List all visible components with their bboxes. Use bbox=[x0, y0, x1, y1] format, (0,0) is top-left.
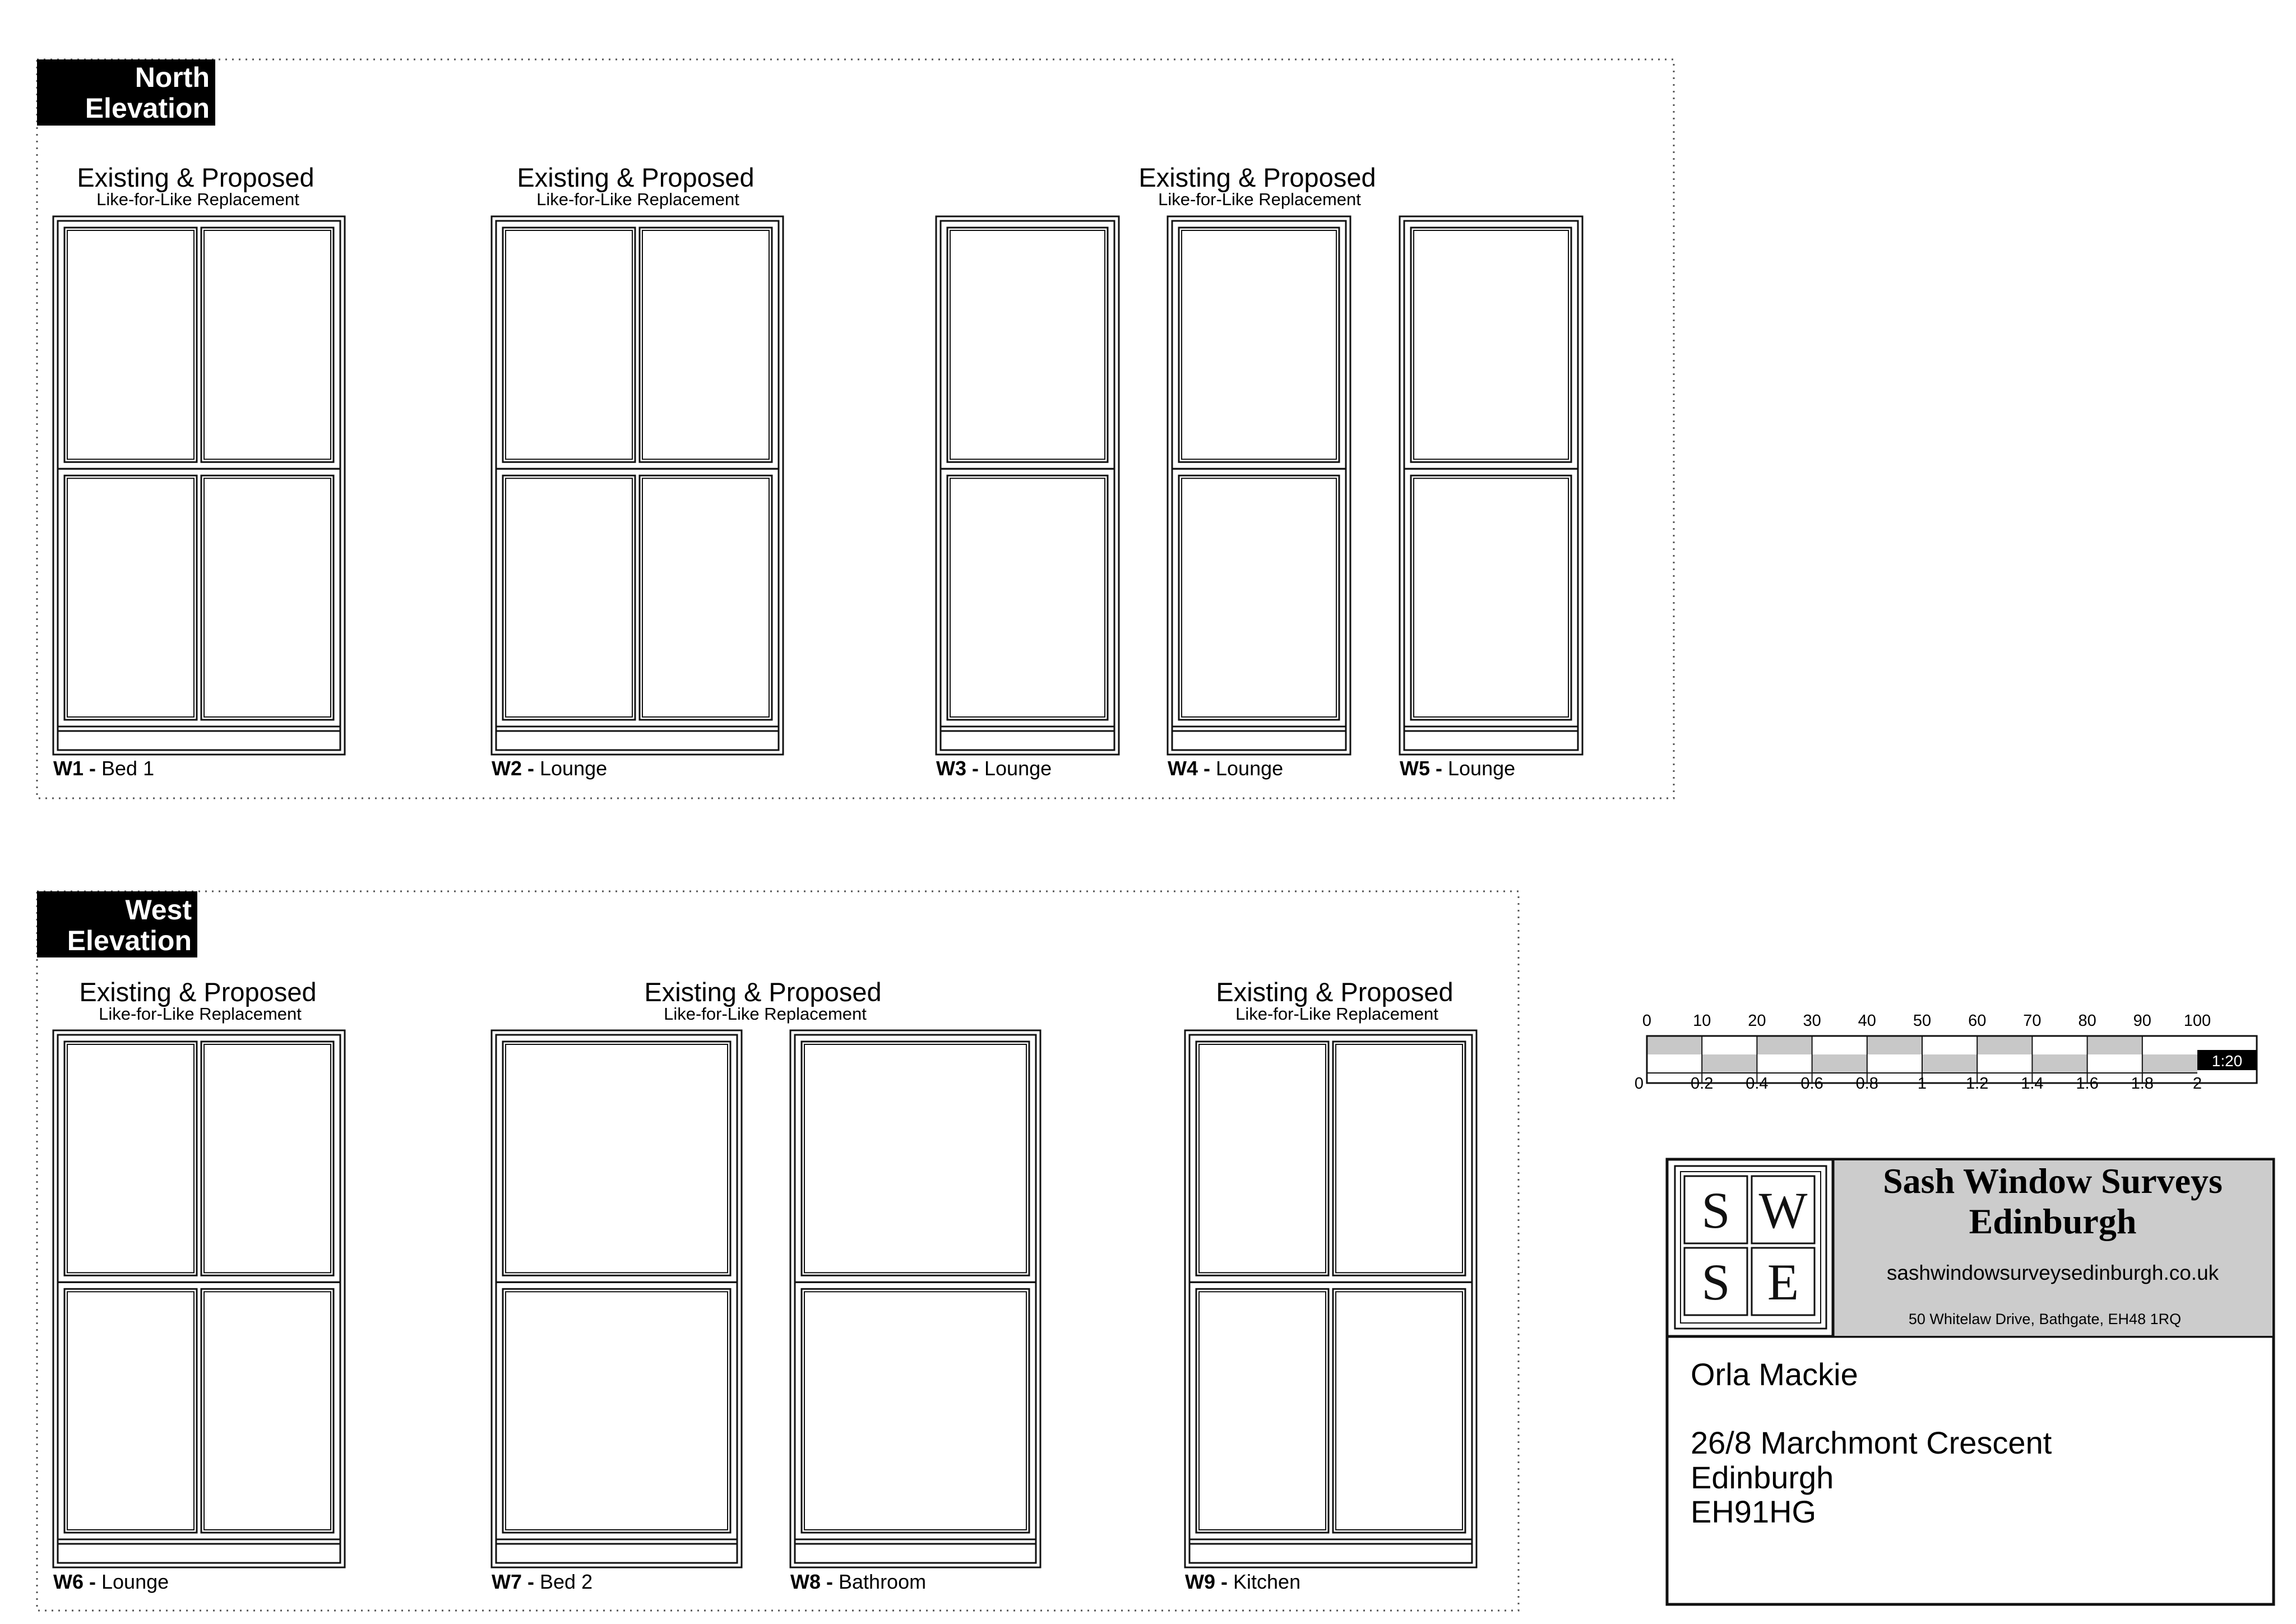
window-id: W5 - bbox=[1400, 757, 1442, 780]
window-inner-frame bbox=[496, 1035, 737, 1563]
window-label bbox=[790, 1570, 926, 1593]
window-label bbox=[492, 757, 607, 780]
north-elevation-title-line2: Elevation bbox=[85, 92, 210, 124]
scale-cell-shaded bbox=[1757, 1036, 1812, 1054]
group-heading: Existing & Proposed bbox=[1216, 977, 1453, 1007]
window-id: W3 - bbox=[936, 757, 979, 780]
glass-pane-bead bbox=[804, 1044, 1026, 1273]
scale-tick-label: 90 bbox=[2133, 1012, 2151, 1030]
lower-sash bbox=[58, 469, 340, 727]
glass-pane-bead bbox=[642, 478, 769, 717]
window-id: W4 - bbox=[1168, 757, 1210, 780]
lower-sash bbox=[1404, 469, 1578, 727]
scale-tick-label: 0 bbox=[1642, 1012, 1652, 1030]
scale-cell-shaded bbox=[1922, 1054, 1977, 1073]
glass-pane bbox=[1179, 228, 1339, 462]
scale-cell-shaded bbox=[2032, 1054, 2087, 1073]
upper-sash bbox=[496, 1035, 737, 1282]
scale-top-ticks bbox=[1642, 1012, 2211, 1030]
lower-sash bbox=[795, 1282, 1036, 1539]
lower-sash bbox=[941, 469, 1114, 727]
window-w1 bbox=[53, 216, 345, 755]
window-inner-frame bbox=[1189, 1035, 1472, 1563]
group-heading: Existing & Proposed bbox=[79, 977, 317, 1007]
glass-pane bbox=[201, 475, 334, 720]
group-subheading: Like-for-Like Replacement bbox=[96, 189, 299, 209]
glass-pane-bead bbox=[67, 1044, 194, 1273]
window-inner-frame bbox=[58, 1035, 340, 1563]
glass-pane-bead bbox=[204, 1292, 331, 1530]
window-label bbox=[53, 757, 154, 780]
site-address-line: 26/8 Marchmont Crescent bbox=[1691, 1425, 2052, 1460]
glass-pane bbox=[64, 228, 197, 462]
glass-pane-bead bbox=[204, 478, 331, 717]
logo-letter: W bbox=[1758, 1182, 1808, 1239]
window-outer-frame bbox=[53, 216, 345, 755]
window-w8 bbox=[790, 1030, 1040, 1567]
group-subheading: Like-for-Like Replacement bbox=[664, 1004, 867, 1024]
lower-sash bbox=[58, 1282, 340, 1539]
glass-pane bbox=[1333, 1042, 1465, 1275]
glass-pane-bead bbox=[506, 1292, 728, 1530]
window-room: Lounge bbox=[540, 757, 608, 780]
group-heading: Existing & Proposed bbox=[644, 977, 882, 1007]
window-room: Bed 1 bbox=[101, 757, 155, 780]
window-room: Bed 2 bbox=[540, 1570, 593, 1593]
group-heading: Existing & Proposed bbox=[77, 163, 314, 192]
window-label bbox=[492, 1570, 592, 1593]
glass-pane-bead bbox=[1182, 478, 1336, 717]
scale-ratio-label: 1:20 bbox=[2211, 1052, 2243, 1070]
glass-pane-bead bbox=[1414, 478, 1568, 717]
north-elevation-title-line1: North bbox=[135, 62, 210, 93]
window-w4 bbox=[1168, 216, 1350, 755]
glass-pane bbox=[503, 475, 635, 720]
scale-bar bbox=[1635, 1012, 2257, 1093]
glass-pane-bead bbox=[804, 1292, 1026, 1530]
window-outer-frame bbox=[1400, 216, 1582, 755]
glass-pane bbox=[503, 1289, 730, 1533]
glass-pane bbox=[1179, 475, 1339, 720]
upper-sash bbox=[58, 1035, 340, 1282]
scale-cell-shaded bbox=[2087, 1036, 2142, 1054]
glass-pane-bead bbox=[950, 230, 1105, 459]
glass-pane-bead bbox=[204, 230, 331, 459]
glass-pane bbox=[802, 1289, 1029, 1533]
scale-cell-shaded bbox=[1702, 1054, 1757, 1073]
glass-pane-bead bbox=[506, 1044, 728, 1273]
company-logo bbox=[1675, 1166, 1826, 1329]
scale-tick-label: 0.2 bbox=[1691, 1075, 1714, 1093]
lower-sash bbox=[1172, 469, 1346, 727]
glass-pane bbox=[503, 1042, 730, 1275]
glass-pane-bead bbox=[642, 230, 769, 459]
scale-tick-label: 0.6 bbox=[1800, 1075, 1823, 1093]
glass-pane bbox=[503, 228, 635, 462]
scale-cell-shaded bbox=[1647, 1036, 1702, 1054]
window-outer-frame bbox=[53, 1030, 345, 1567]
scale-tick-label: 70 bbox=[2023, 1012, 2042, 1030]
group-subheading: Like-for-Like Replacement bbox=[1158, 189, 1361, 209]
logo-letter: S bbox=[1701, 1182, 1730, 1239]
glass-pane bbox=[201, 1042, 334, 1275]
glass-pane bbox=[947, 475, 1108, 720]
logo-letter: S bbox=[1701, 1253, 1730, 1311]
glass-pane-bead bbox=[204, 1044, 331, 1273]
scale-tick-label: 60 bbox=[1968, 1012, 1987, 1030]
glass-pane bbox=[1411, 475, 1571, 720]
group-heading: Existing & Proposed bbox=[517, 163, 754, 192]
scale-tick-label: 1.8 bbox=[2131, 1075, 2154, 1093]
window-room: Lounge bbox=[984, 757, 1052, 780]
window-outer-frame bbox=[492, 216, 783, 755]
window-room: Bathroom bbox=[839, 1570, 927, 1593]
scale-tick-label: 1.2 bbox=[1966, 1075, 1989, 1093]
window-room: Lounge bbox=[101, 1570, 169, 1593]
scale-tick-label: 40 bbox=[1858, 1012, 1876, 1030]
glass-pane bbox=[640, 475, 772, 720]
glass-pane-bead bbox=[1336, 1044, 1462, 1273]
glass-pane-bead bbox=[67, 478, 194, 717]
glass-pane-bead bbox=[67, 230, 194, 459]
west-elevation-panel bbox=[37, 891, 1519, 1611]
company-name-line2: Edinburgh bbox=[1969, 1201, 2137, 1241]
group-heading: Existing & Proposed bbox=[1138, 163, 1376, 192]
upper-sash bbox=[58, 221, 340, 469]
group-subheading: Like-for-Like Replacement bbox=[99, 1004, 302, 1024]
glass-pane-bead bbox=[950, 478, 1105, 717]
site-address-line: EH91HG bbox=[1691, 1494, 1817, 1529]
window-outer-frame bbox=[1185, 1030, 1476, 1567]
group-subheading: Like-for-Like Replacement bbox=[536, 189, 739, 209]
window-room: Lounge bbox=[1448, 757, 1516, 780]
window-outer-frame bbox=[936, 216, 1119, 755]
company-name-line1: Sash Window Surveys bbox=[1883, 1161, 2223, 1201]
window-w3 bbox=[936, 216, 1119, 755]
window-outer-frame bbox=[790, 1030, 1040, 1567]
window-label bbox=[936, 757, 1052, 780]
glass-pane-bead bbox=[1414, 230, 1568, 459]
lower-sash bbox=[496, 469, 779, 727]
window-id: W7 - bbox=[492, 1570, 534, 1593]
glass-pane bbox=[640, 228, 772, 462]
window-w7 bbox=[492, 1030, 742, 1567]
window-id: W6 - bbox=[53, 1570, 96, 1593]
window-outer-frame bbox=[492, 1030, 742, 1567]
window-inner-frame bbox=[795, 1035, 1036, 1563]
title-block bbox=[1667, 1159, 2274, 1604]
scale-tick-label: 0.4 bbox=[1746, 1075, 1769, 1093]
glass-pane bbox=[802, 1042, 1029, 1275]
company-website: sashwindowsurveysedinburgh.co.uk bbox=[1886, 1261, 2219, 1284]
scale-tick-label: 0 bbox=[1634, 1075, 1644, 1093]
glass-pane bbox=[1333, 1289, 1465, 1533]
glass-pane-bead bbox=[1182, 230, 1336, 459]
scale-tick-label: 2 bbox=[2192, 1075, 2202, 1093]
glass-pane bbox=[64, 475, 197, 720]
glass-pane bbox=[1196, 1289, 1328, 1533]
site-address-line: Edinburgh bbox=[1691, 1460, 1834, 1495]
scale-tick-label: 1.6 bbox=[2076, 1075, 2099, 1093]
upper-sash bbox=[941, 221, 1114, 469]
window-id: W2 - bbox=[492, 757, 534, 780]
glass-pane-bead bbox=[67, 1292, 194, 1530]
window-inner-frame bbox=[58, 221, 340, 750]
lower-sash bbox=[1189, 1282, 1472, 1539]
upper-sash bbox=[496, 221, 779, 469]
scale-tick-label: 1.4 bbox=[2021, 1075, 2044, 1093]
window-outer-frame bbox=[1168, 216, 1350, 755]
window-w5 bbox=[1400, 216, 1582, 755]
scale-cell-shaded bbox=[1867, 1036, 1922, 1054]
glass-pane-bead bbox=[506, 230, 632, 459]
glass-pane-bead bbox=[1336, 1292, 1462, 1530]
upper-sash bbox=[1189, 1035, 1472, 1282]
glass-pane-bead bbox=[1199, 1292, 1326, 1530]
window-w2 bbox=[492, 216, 783, 755]
logo-letter: E bbox=[1767, 1253, 1799, 1311]
window-inner-frame bbox=[941, 221, 1114, 750]
scale-tick-label: 0.8 bbox=[1855, 1075, 1878, 1093]
window-id: W9 - bbox=[1185, 1570, 1228, 1593]
window-w6 bbox=[53, 1030, 345, 1567]
scale-cell-shaded bbox=[2142, 1054, 2197, 1073]
glass-pane bbox=[1196, 1042, 1328, 1275]
scale-tick-label: 50 bbox=[1913, 1012, 1932, 1030]
glass-pane bbox=[1411, 228, 1571, 462]
company-address: 50 Whitelaw Drive, Bathgate, EH48 1RQ bbox=[1908, 1311, 2182, 1327]
window-room: Lounge bbox=[1216, 757, 1284, 780]
window-inner-frame bbox=[1404, 221, 1578, 750]
window-id: W1 - bbox=[53, 757, 96, 780]
window-label bbox=[53, 1570, 169, 1593]
scale-tick-label: 10 bbox=[1693, 1012, 1711, 1030]
window-label bbox=[1185, 1570, 1300, 1593]
window-id: W8 - bbox=[790, 1570, 833, 1593]
scale-cell-shaded bbox=[1812, 1054, 1867, 1073]
lower-sash bbox=[496, 1282, 737, 1539]
window-inner-frame bbox=[496, 221, 779, 750]
glass-pane bbox=[64, 1042, 197, 1275]
client-name: Orla Mackie bbox=[1691, 1357, 1858, 1392]
window-label bbox=[1400, 757, 1515, 780]
upper-sash bbox=[1404, 221, 1578, 469]
scale-tick-label: 30 bbox=[1803, 1012, 1821, 1030]
window-inner-frame bbox=[1172, 221, 1346, 750]
glass-pane bbox=[64, 1289, 197, 1533]
scale-tick-label: 80 bbox=[2078, 1012, 2096, 1030]
group-subheading: Like-for-Like Replacement bbox=[1235, 1004, 1438, 1024]
window-room: Kitchen bbox=[1233, 1570, 1301, 1593]
glass-pane bbox=[201, 228, 334, 462]
west-elevation-title-line2: Elevation bbox=[67, 925, 192, 956]
glass-pane-bead bbox=[506, 478, 632, 717]
upper-sash bbox=[1172, 221, 1346, 469]
glass-pane bbox=[201, 1289, 334, 1533]
west-elevation-title-line1: West bbox=[125, 894, 192, 926]
scale-tick-label: 100 bbox=[2183, 1012, 2211, 1030]
window-w9 bbox=[1185, 1030, 1476, 1567]
scale-tick-label: 1 bbox=[1917, 1075, 1927, 1093]
upper-sash bbox=[795, 1035, 1036, 1282]
window-label bbox=[1168, 757, 1283, 780]
north-elevation-panel bbox=[37, 59, 1674, 798]
scale-cell-shaded bbox=[1977, 1036, 2032, 1054]
glass-pane-bead bbox=[1199, 1044, 1326, 1273]
glass-pane bbox=[947, 228, 1108, 462]
scale-tick-label: 20 bbox=[1748, 1012, 1766, 1030]
